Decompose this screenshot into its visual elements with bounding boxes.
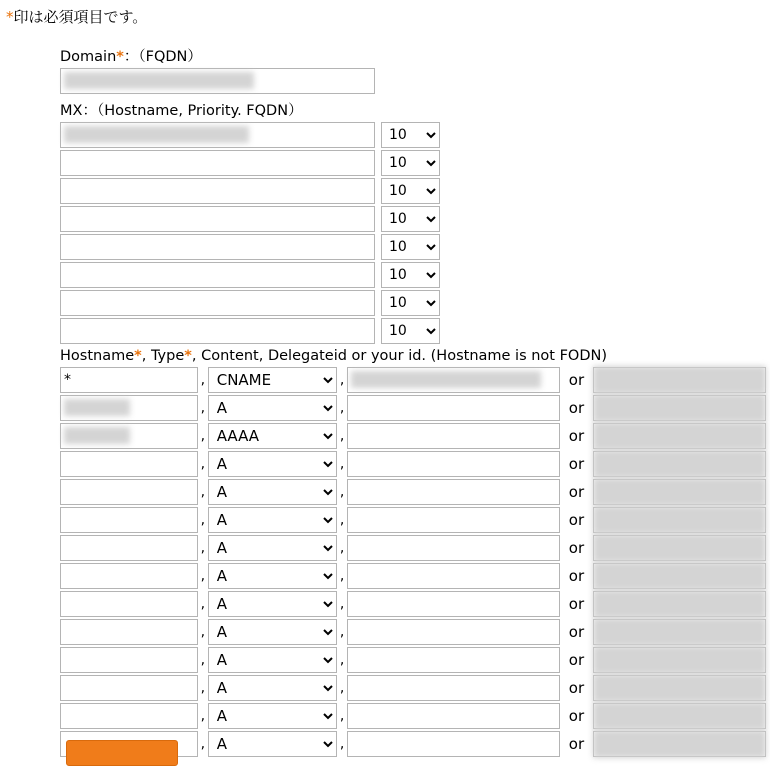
comma-separator: , [200,512,206,528]
host-content-input[interactable] [347,535,560,561]
comma-separator: , [339,512,345,528]
host-delegate-input[interactable] [593,423,766,449]
mx-row [60,178,766,204]
host-delegate-input[interactable] [593,647,766,673]
mx-hostname-input[interactable] [60,206,375,232]
comma-separator: , [200,568,206,584]
mx-row [60,290,766,316]
dns-record-form [60,48,766,759]
host-content-input[interactable] [347,451,560,477]
host-hostname-wrapper [60,591,198,617]
mx-row [60,150,766,176]
host-hostname-wrapper [60,507,198,533]
or-label: or [568,539,585,557]
or-label: or [568,427,585,445]
or-label: or [568,455,585,473]
domain-field-group [60,48,766,94]
host-content-input[interactable] [347,675,560,701]
host-label-part3: , Content, Delegateid or your id. (Hostname is not FODN) [191,348,608,364]
comma-separator: , [339,372,345,388]
host-row [60,395,766,421]
comma-separator: , [200,596,206,612]
host-hostname-wrapper [60,367,198,393]
mx-rows [60,122,766,344]
host-delegate-input[interactable] [593,395,766,421]
required-note-text: 印は必須項目です。 [13,8,148,26]
or-label: or [568,651,585,669]
host-type-select[interactable] [208,731,337,757]
comma-separator: , [339,568,345,584]
host-hostname-input[interactable] [60,619,198,645]
host-row [60,479,766,505]
host-hostname-input[interactable] [60,535,198,561]
mx-hostname-input[interactable] [60,122,375,148]
host-row [60,563,766,589]
host-delegate-wrapper [593,731,766,757]
host-content-input[interactable] [347,591,560,617]
or-label: or [568,595,585,613]
comma-separator: , [200,708,206,724]
host-row [60,423,766,449]
mx-hostname-wrapper [60,290,375,316]
host-type-select[interactable] [208,535,337,561]
comma-separator: , [339,624,345,640]
host-delegate-input[interactable] [593,451,766,477]
comma-separator: , [339,708,345,724]
host-content-wrapper [347,423,560,449]
mx-priority-select[interactable] [381,318,440,344]
comma-separator: , [339,484,345,500]
mx-hostname-wrapper [60,318,375,344]
host-delegate-input[interactable] [593,479,766,505]
host-label-part2: , Type [141,348,185,364]
mx-priority-select[interactable] [381,122,440,148]
mx-priority-select[interactable] [381,150,440,176]
host-type-select[interactable] [208,563,337,589]
host-type-select[interactable] [208,395,337,421]
host-delegate-input[interactable] [593,675,766,701]
mx-hostname-wrapper [60,122,375,148]
domain-label-suffix: ：（FQDN） [123,49,202,65]
required-fields-note [6,6,147,27]
host-hostname-wrapper [60,675,198,701]
or-label: or [568,567,585,585]
host-hostname-wrapper [60,423,198,449]
host-label-part1: Hostname [60,348,135,364]
host-content-input[interactable] [347,563,560,589]
comma-separator: , [200,652,206,668]
or-label: or [568,483,585,501]
host-content-wrapper [347,675,560,701]
host-hostname-wrapper [60,479,198,505]
or-label: or [568,623,585,641]
host-content-wrapper [347,591,560,617]
comma-separator: , [339,736,345,752]
submit-button[interactable] [66,740,178,766]
host-rows [60,367,766,757]
required-asterisk: * [6,8,14,26]
type-required-asterisk: * [184,348,192,364]
comma-separator: , [339,400,345,416]
host-hostname-wrapper [60,451,198,477]
domain-label [60,48,766,66]
mx-hostname-input[interactable] [60,234,375,260]
host-content-input[interactable] [347,367,560,393]
host-delegate-wrapper [593,507,766,533]
host-delegate-input[interactable] [593,703,766,729]
host-type-select[interactable] [208,647,337,673]
comma-separator: , [200,680,206,696]
host-delegate-input[interactable] [593,563,766,589]
host-content-wrapper [347,451,560,477]
host-type-select[interactable] [208,703,337,729]
host-hostname-wrapper [60,703,198,729]
or-label: or [568,371,585,389]
or-label: or [568,679,585,697]
mx-priority-select[interactable] [381,178,440,204]
comma-separator: , [200,456,206,472]
host-hostname-input[interactable] [60,395,198,421]
host-hostname-input[interactable] [60,367,198,393]
host-content-input[interactable] [347,395,560,421]
host-hostname-input[interactable] [60,591,198,617]
host-delegate-input[interactable] [593,619,766,645]
mx-hostname-input[interactable] [60,150,375,176]
mx-hostname-wrapper [60,234,375,260]
hostname-required-asterisk: * [134,348,142,364]
host-delegate-wrapper [593,395,766,421]
host-type-select[interactable] [208,479,337,505]
host-delegate-wrapper [593,367,766,393]
mx-row [60,206,766,232]
host-row [60,535,766,561]
host-delegate-wrapper [593,675,766,701]
host-delegate-wrapper [593,479,766,505]
host-hostname-wrapper [60,535,198,561]
domain-label-prefix: Domain [60,49,117,65]
comma-separator: , [200,372,206,388]
host-delegate-wrapper [593,619,766,645]
host-row [60,675,766,701]
mx-hostname-wrapper [60,150,375,176]
host-content-input[interactable] [347,619,560,645]
mx-priority-select[interactable] [381,234,440,260]
mx-label: MX：（Hostname, Priority. FQDN） [60,103,303,119]
mx-hostname-input[interactable] [60,318,375,344]
comma-separator: , [200,540,206,556]
host-type-select[interactable] [208,507,337,533]
comma-separator: , [339,428,345,444]
host-content-wrapper [347,563,560,589]
mx-priority-select[interactable] [381,206,440,232]
domain-input[interactable] [60,68,375,94]
comma-separator: , [200,484,206,500]
host-hostname-input[interactable] [60,703,198,729]
host-content-input[interactable] [347,647,560,673]
host-type-select[interactable] [208,423,337,449]
comma-separator: , [339,596,345,612]
host-content-wrapper [347,731,560,757]
host-content-wrapper [347,703,560,729]
mx-hostname-input[interactable] [60,178,375,204]
comma-separator: , [200,400,206,416]
host-row [60,619,766,645]
host-delegate-wrapper [593,423,766,449]
host-content-input[interactable] [347,703,560,729]
host-content-wrapper [347,395,560,421]
mx-hostname-input[interactable] [60,290,375,316]
host-hostname-wrapper [60,395,198,421]
mx-hostname-wrapper [60,206,375,232]
mx-hostname-wrapper [60,262,375,288]
mx-row [60,262,766,288]
host-field-group [60,347,766,757]
host-row [60,367,766,393]
comma-separator: , [200,428,206,444]
or-label: or [568,511,585,529]
host-delegate-input[interactable] [593,507,766,533]
comma-separator: , [200,736,206,752]
host-content-wrapper [347,479,560,505]
host-hostname-input[interactable] [60,507,198,533]
comma-separator: , [339,456,345,472]
mx-row [60,234,766,260]
or-label: or [568,735,585,753]
mx-row [60,318,766,344]
host-content-input[interactable] [347,479,560,505]
host-row [60,591,766,617]
host-content-wrapper [347,647,560,673]
host-hostname-wrapper [60,563,198,589]
host-content-wrapper [347,619,560,645]
host-delegate-wrapper [593,563,766,589]
host-hostname-wrapper [60,619,198,645]
host-hostname-wrapper [60,647,198,673]
comma-separator: , [200,624,206,640]
host-delegate-input[interactable] [593,591,766,617]
host-hostname-input[interactable] [60,479,198,505]
host-delegate-wrapper [593,647,766,673]
host-row [60,507,766,533]
mx-field-group [60,102,766,344]
host-delegate-input[interactable] [593,535,766,561]
host-row [60,647,766,673]
host-row [60,451,766,477]
host-hostname-input[interactable] [60,675,198,701]
mx-priority-select[interactable] [381,262,440,288]
host-type-select[interactable] [208,675,337,701]
host-label [60,347,766,365]
host-hostname-input[interactable] [60,423,198,449]
host-delegate-wrapper [593,703,766,729]
host-content-wrapper [347,535,560,561]
host-type-select[interactable] [208,619,337,645]
host-delegate-wrapper [593,591,766,617]
comma-separator: , [339,680,345,696]
host-type-select[interactable] [208,451,337,477]
host-hostname-input[interactable] [60,451,198,477]
host-content-wrapper [347,507,560,533]
mx-priority-select[interactable] [381,290,440,316]
host-delegate-input[interactable] [593,367,766,393]
host-delegate-wrapper [593,451,766,477]
host-content-input[interactable] [347,423,560,449]
host-type-select[interactable] [208,367,337,393]
mx-row [60,122,766,148]
host-content-wrapper [347,367,560,393]
host-hostname-input[interactable] [60,647,198,673]
host-row [60,703,766,729]
comma-separator: , [339,540,345,556]
host-hostname-input[interactable] [60,563,198,589]
mx-hostname-input[interactable] [60,262,375,288]
host-content-input[interactable] [347,507,560,533]
domain-required-asterisk: * [116,49,124,65]
host-delegate-wrapper [593,535,766,561]
mx-hostname-wrapper [60,178,375,204]
host-type-select[interactable] [208,591,337,617]
or-label: or [568,399,585,417]
or-label: or [568,707,585,725]
host-delegate-input[interactable] [593,731,766,757]
comma-separator: , [339,652,345,668]
host-content-input[interactable] [347,731,560,757]
